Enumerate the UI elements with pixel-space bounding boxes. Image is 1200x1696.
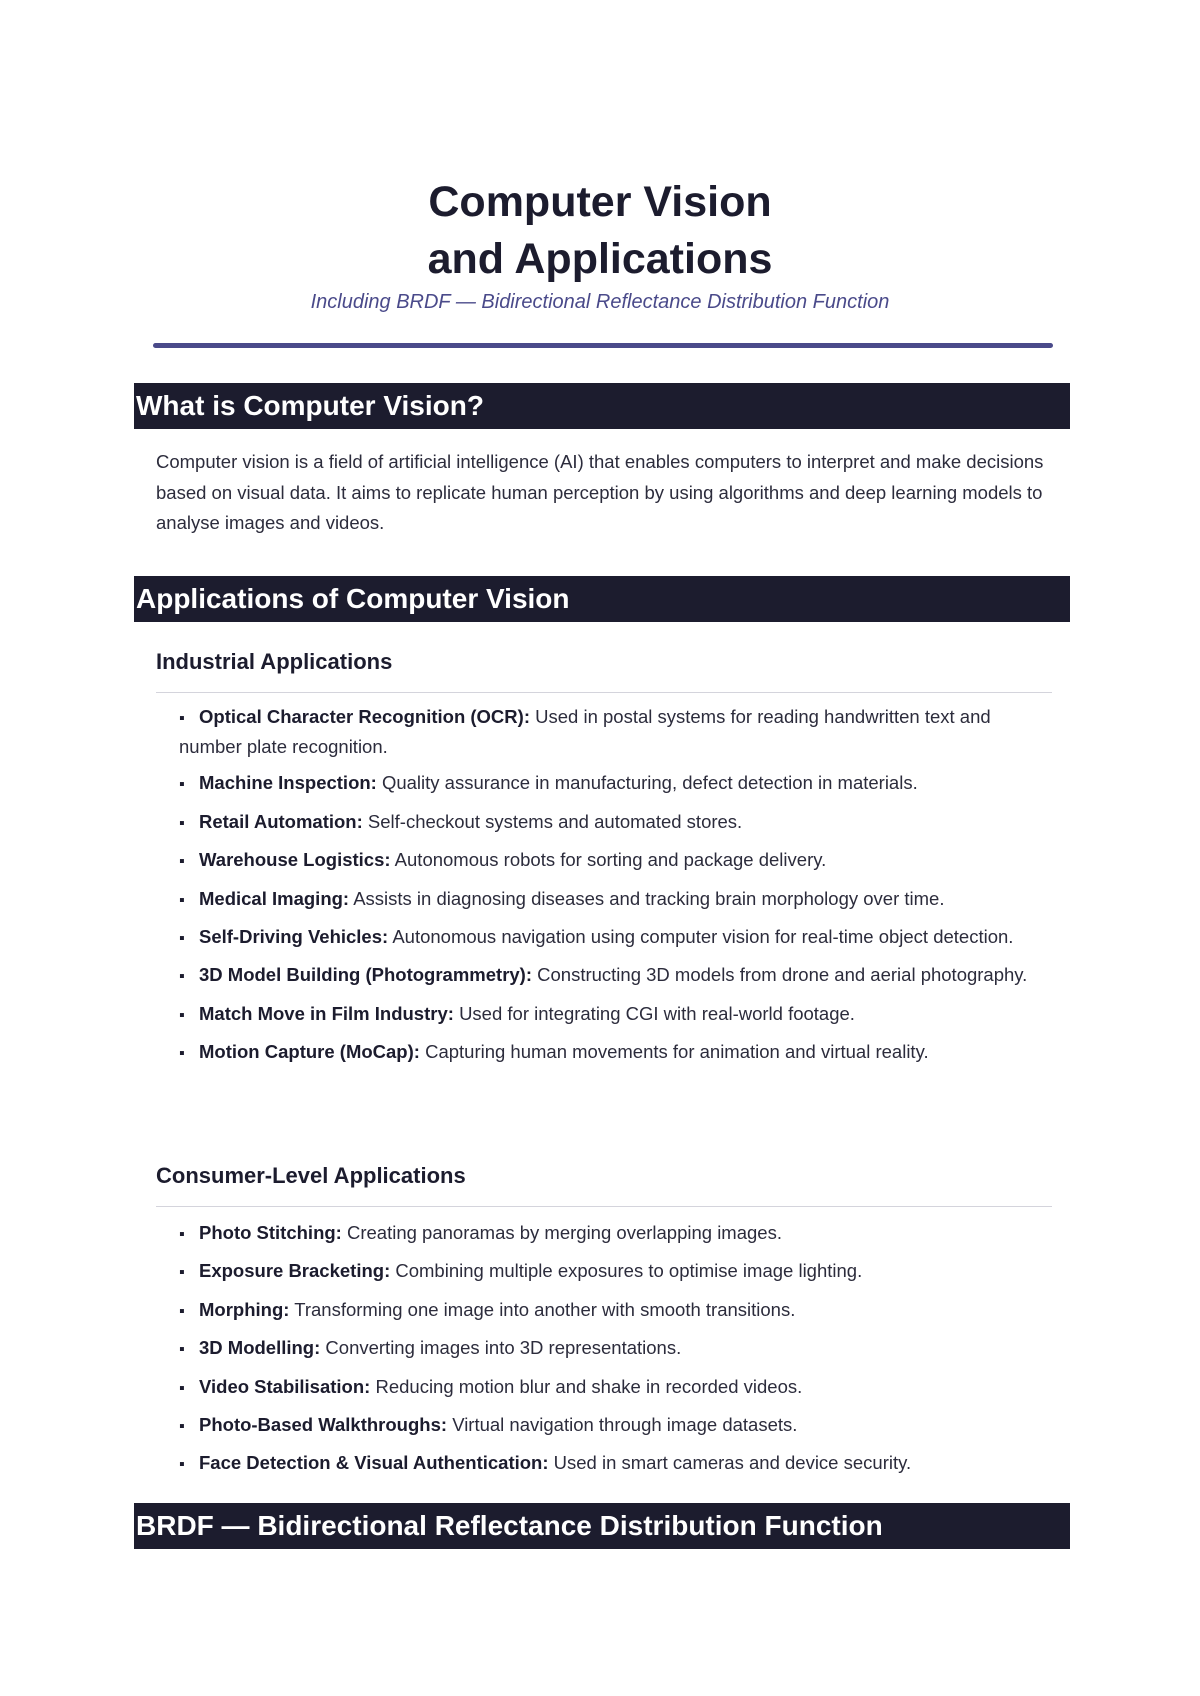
bullet-icon: ▪ [179, 1379, 185, 1397]
list-item-text: Converting images into 3D representations. [325, 1337, 682, 1359]
list-item-text: Autonomous navigation using computer vision for real-time object detection. [392, 925, 1014, 947]
bullet-icon: ▪ [179, 1264, 185, 1282]
bullet-icon: ▪ [179, 853, 185, 871]
list-item-text: Constructing 3D models from drone and aerial photography. [537, 964, 1028, 986]
list-item-text: Used for integrating CGI with real-world footage. [459, 1002, 855, 1024]
title-divider [153, 343, 1053, 348]
document-title-line-1: Computer Vision [428, 178, 772, 226]
list-item-text: Combining multiple exposures to optimise image lighting. [395, 1260, 863, 1282]
list-item-text: Creating panoramas by merging overlapping images. [346, 1222, 782, 1243]
bullet-icon: ▪ [179, 1341, 185, 1359]
list-item [179, 923, 1039, 953]
list-item-term: Self-Driving Vehicles: [199, 925, 389, 947]
consumer-divider [156, 1206, 1052, 1207]
bullet-icon: ▪ [179, 1417, 185, 1435]
list-item-term: Photo-Based Walkthroughs: [199, 1413, 448, 1435]
list-item-term: Exposure Bracketing: [199, 1260, 391, 1282]
list-item [179, 1296, 1039, 1326]
list-item [179, 846, 1039, 876]
consumer-applications-list [179, 1219, 1039, 1488]
bullet-icon: ▪ [179, 1456, 185, 1474]
list-item [179, 1334, 1039, 1364]
subheading-consumer: Consumer-Level Applications [156, 1163, 466, 1188]
list-item [179, 808, 1039, 838]
bullet-icon: ▪ [179, 1006, 185, 1024]
list-item [179, 1449, 1039, 1479]
list-item-term: Match Move in Film Industry: [199, 1002, 454, 1024]
list-item [179, 1411, 1039, 1441]
list-item [179, 769, 1039, 799]
list-item-term: Morphing: [199, 1298, 290, 1320]
list-item-term: 3D Model Building (Photogrammetry): [199, 964, 532, 986]
list-item [179, 1219, 1039, 1249]
bullet-icon: ▪ [179, 710, 185, 727]
list-item-text: Virtual navigation through image datasets. [452, 1413, 798, 1435]
list-item [179, 1038, 1039, 1068]
list-item-term: Motion Capture (MoCap): [199, 1041, 420, 1063]
list-item-term: Warehouse Logistics: [199, 849, 391, 871]
title-block [0, 174, 1200, 314]
list-item-text: Transforming one image into another with smooth transitions. [294, 1298, 796, 1320]
list-item-text: Capturing human movements for animation and virtual reality. [425, 1041, 929, 1063]
bullet-icon: ▪ [179, 929, 185, 947]
list-item-text: Assists in diagnosing diseases and tracking brain morphology over time. [353, 887, 945, 909]
list-item-text: Self-checkout systems and automated stores. [367, 810, 743, 832]
list-item-term: Retail Automation: [199, 810, 363, 832]
list-item-text: Reducing motion blur and shake in recorded videos. [375, 1375, 803, 1397]
section-heading-applications: Applications of Computer Vision [134, 576, 1070, 622]
document-title-line-2: and Applications [427, 235, 773, 283]
list-item [179, 1000, 1039, 1030]
list-item-text: Used in smart cameras and device security. [553, 1452, 912, 1474]
bullet-icon: ▪ [179, 891, 185, 909]
bullet-icon: ▪ [179, 776, 185, 794]
bullet-icon: ▪ [179, 1302, 185, 1320]
list-item-term: 3D Modelling: [199, 1337, 321, 1359]
bullet-icon: ▪ [179, 814, 185, 832]
list-item-text: Autonomous robots for sorting and package delivery. [394, 849, 827, 871]
list-item [179, 885, 1039, 915]
industrial-applications-list [179, 703, 1039, 1077]
list-item-text: Quality assurance in manufacturing, defect detection in materials. [381, 772, 918, 794]
section-heading-brdf: BRDF — Bidirectional Reflectance Distribution Function [134, 1503, 1070, 1549]
subheading-industrial: Industrial Applications [156, 649, 393, 674]
list-item [179, 961, 1039, 991]
list-item-term: Optical Character Recognition (OCR): [199, 706, 530, 727]
list-item-term: Medical Imaging: [199, 887, 350, 909]
industrial-divider [156, 692, 1052, 693]
list-item-text: Used in postal systems for reading handwritten text and number plate recognition. [179, 706, 991, 757]
list-item [179, 1373, 1039, 1403]
document-subtitle: Including BRDF — Bidirectional Reflectance Distribution Function [310, 291, 890, 313]
list-item [179, 1257, 1039, 1287]
bullet-icon: ▪ [179, 968, 185, 986]
list-item-term: Photo Stitching: [199, 1222, 342, 1243]
list-item-term: Face Detection & Visual Authentication: [199, 1452, 549, 1474]
list-item [179, 703, 1039, 761]
bullet-icon: ▪ [179, 1045, 185, 1063]
list-item-term: Video Stabilisation: [199, 1375, 371, 1397]
list-item-term: Machine Inspection: [199, 772, 377, 794]
section-heading-what-is: What is Computer Vision? [134, 383, 1070, 429]
what-is-paragraph: Computer vision is a field of artificial intelligence (AI) that enables computers to interpret and make decisions based on visual data. It aims to replicate human perception by using algorithms and deep learning models to analyse images and videos. [156, 451, 1044, 533]
bullet-icon: ▪ [179, 1226, 185, 1243]
